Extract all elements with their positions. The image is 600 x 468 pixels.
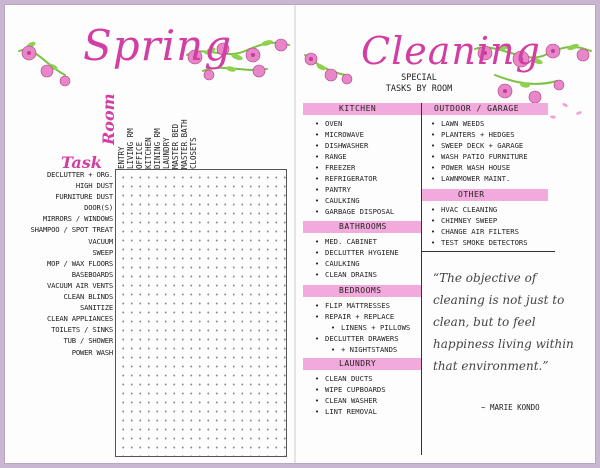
section-header-kitchen: KITCHEN (303, 103, 421, 115)
list-item: • LAWN WEEDS (425, 118, 528, 129)
task-item: HIGH DUST (75, 181, 113, 191)
list-item: • REFRIGERATOR (309, 173, 394, 184)
section-header-bedrooms: BEDROOMS (303, 285, 421, 297)
list-item: • CLEAN DUCTS (309, 373, 386, 384)
list-item: • CAULKING (309, 195, 394, 206)
list-item: • DECLUTTER HYGIENE (309, 247, 399, 258)
list-item: • LINENS + PILLOWS (309, 322, 410, 333)
journal-spread (4, 4, 596, 464)
section-divider (422, 251, 555, 252)
room-label: ENTRY (117, 146, 126, 169)
list-item: • TEST SMOKE DETECTORS (425, 237, 528, 248)
list-item: • FLIP MATTRESSES (309, 300, 410, 311)
bathrooms-list (309, 236, 399, 280)
list-item: • POWER WASH HOUSE (425, 162, 528, 173)
task-item: SANITIZE (79, 303, 113, 313)
page-title-cleaning: Cleaning (361, 29, 541, 73)
task-item: DOOR(S) (84, 203, 113, 213)
room-label: LIVING RM (126, 128, 135, 169)
quote-text: “The objective of cleaning is not just to clean, but to feel happiness living within that environment.” (433, 271, 574, 373)
list-item: • WIPE CUPBOARDS (309, 384, 386, 395)
list-item: • MICROWAVE (309, 129, 394, 140)
room-label: MASTER BED (171, 123, 180, 169)
list-item: • WASH PATIO FURNITURE (425, 151, 528, 162)
task-item: CLEAN APPLIANCES (46, 314, 113, 324)
list-item: • LINT REMOVAL (309, 406, 386, 417)
room-label: LAUNDRY (162, 137, 171, 169)
task-item: FURNITURE DUST (55, 192, 113, 202)
list-item: • CAULKING (309, 258, 399, 269)
task-item: DECLUTTER + ORG. (46, 170, 113, 179)
room-label: OFFICE (135, 141, 144, 169)
list-item: • GARBAGE DISPOSAL (309, 206, 394, 217)
subtitle-special: SPECIAL (401, 73, 437, 83)
other-list (425, 204, 528, 248)
room-label: DINING RM (153, 128, 162, 169)
dot-grid-tracker[interactable] (115, 169, 287, 457)
room-label: CLOSETS (189, 137, 198, 169)
quote-author: ~ MARIE KONDO (481, 403, 540, 412)
subtitle-tasks-by-room: TASKS BY ROOM (385, 84, 453, 94)
list-item: • DECLUTTER DRAWERS (309, 333, 410, 344)
task-item: MIRRORS / WINDOWS (42, 214, 113, 224)
task-item: SHAMPOO / SPOT TREAT (30, 225, 113, 235)
section-header-outdoor-garage: OUTDOOR / GARAGE (422, 103, 548, 115)
outdoor-list (425, 118, 528, 184)
kitchen-list (309, 118, 394, 217)
task-item: BASEBOARDS (71, 269, 113, 279)
section-header-bathrooms: BATHROOMS (303, 221, 421, 233)
room-label: KITCHEN (144, 137, 153, 169)
room-label: MASTER BATH (180, 119, 189, 169)
list-item: • PANTRY (309, 184, 394, 195)
task-item: TUB / SHOWER (63, 336, 113, 346)
list-item: • CHIMNEY SWEEP (425, 215, 528, 226)
task-item: CLEAN BLINDS (63, 292, 113, 302)
laundry-list (309, 373, 386, 417)
list-item: • PLANTERS + HEDGES (425, 129, 528, 140)
task-item: SWEEP (92, 247, 113, 257)
section-header-laundry: LAUNDRY (303, 358, 421, 370)
list-item: • LAWNMOWER MAINT. (425, 173, 528, 184)
list-item: • CLEAN WASHER (309, 395, 386, 406)
list-item: • FREEZER (309, 162, 394, 173)
list-item: • DISHWASHER (309, 140, 394, 151)
list-item: • SWEEP DECK + GARAGE (425, 140, 528, 151)
list-item: • RANGE (309, 151, 394, 162)
page-title-spring: Spring (83, 21, 233, 70)
list-item: • CLEAN DRAINS (309, 269, 399, 280)
list-item: • OVEN (309, 118, 394, 129)
list-item: • CHANGE AIR FILTERS (425, 226, 528, 237)
room-header: Room (99, 93, 118, 145)
column-divider (421, 103, 422, 455)
task-item: MOP / WAX FLOORS (46, 258, 113, 268)
task-list (9, 169, 113, 358)
task-item: VACUUM AIR VENTS (46, 280, 113, 290)
bedrooms-list (309, 300, 410, 355)
list-item: • HVAC CLEANING (425, 204, 528, 215)
list-item: • MED. CABINET (309, 236, 399, 247)
list-item: • + NIGHTSTANDS (309, 344, 410, 355)
task-item: VACUUM (88, 236, 113, 246)
list-item: • REPAIR + REPLACE (309, 311, 410, 322)
task-header: Task (61, 153, 102, 172)
task-item: POWER WASH (71, 347, 113, 357)
section-header-other: OTHER (422, 189, 548, 201)
task-item: TOILETS / SINKS (51, 325, 113, 335)
